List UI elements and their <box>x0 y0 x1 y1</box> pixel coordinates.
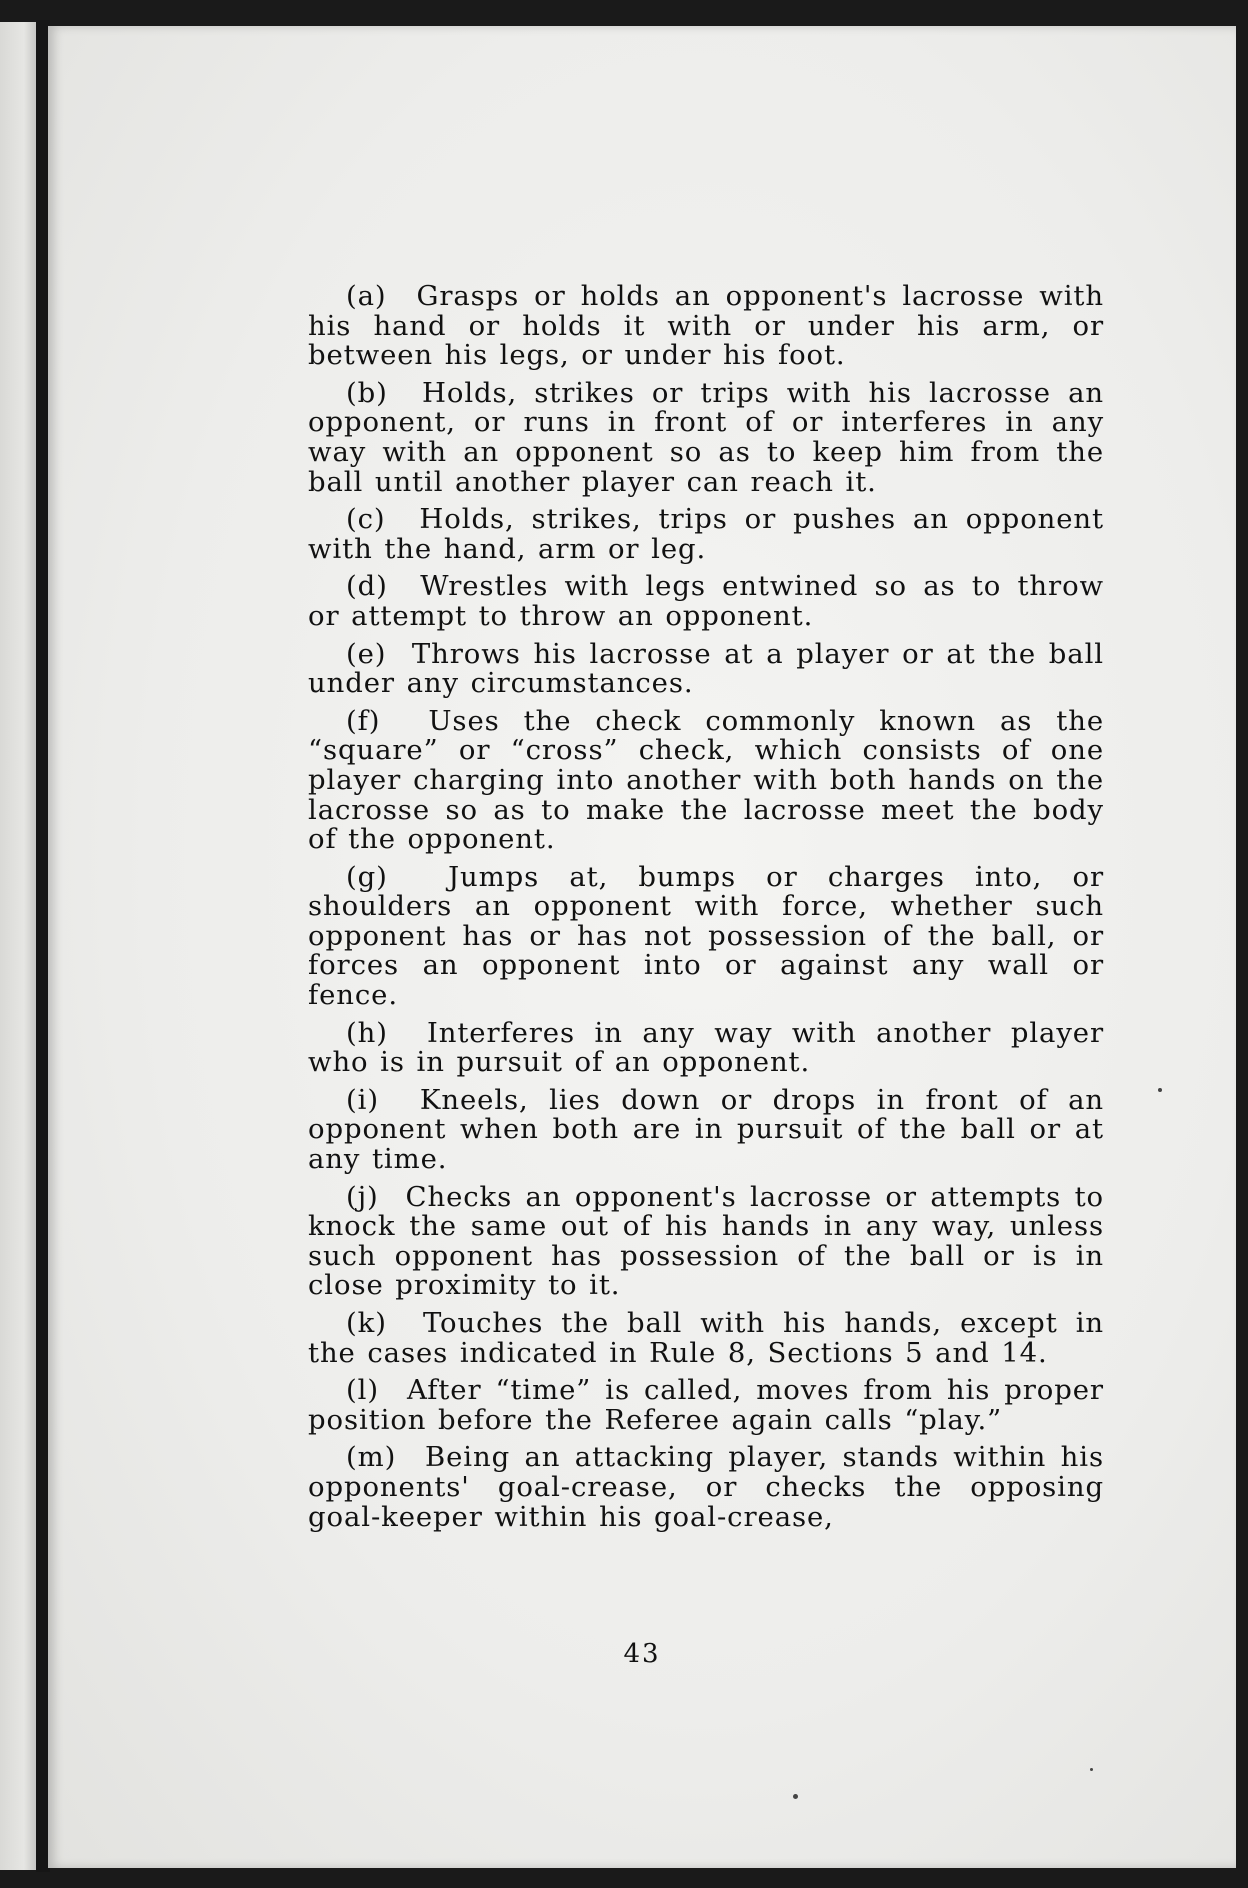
page <box>48 26 1236 1868</box>
rule-label: (j) <box>346 1180 379 1213</box>
rule-j <box>308 1180 1104 1302</box>
rule-text: Uses the check commonly known as the “square” or “cross” check, which consists of one player charging into another with both hands on the lacrosse so as to make the lacrosse meet the body of the opponent. <box>308 704 1104 856</box>
rule-m <box>308 1443 1104 1532</box>
paper-speck <box>1158 1088 1162 1092</box>
rule-a <box>308 282 1104 371</box>
rule-label: (l) <box>346 1374 379 1407</box>
rule-label: (d) <box>346 570 388 603</box>
rule-text: Wrestles with legs entwined so as to throw or attempt to throw an opponent. <box>308 570 1104 632</box>
rule-k <box>308 1309 1104 1368</box>
rule-l <box>308 1376 1104 1435</box>
rule-g <box>308 860 1104 1012</box>
rule-text: Interferes in any way with another player who is in pursuit of an opponent. <box>308 1016 1104 1079</box>
rule-label: (a) <box>346 280 387 312</box>
rule-text: Holds, strikes or trips with his lacrosse an opponent, or runs in front of or interferes in any way with an opponent so as to keep him from the ball until another player can reach it. <box>308 376 1104 498</box>
rule-text: Grasps or holds an opponent's lacrosse with his hand or holds it with or under his arm, or between his legs, or under his foot. <box>308 280 1104 372</box>
rule-label: (c) <box>346 503 386 536</box>
rule-d <box>308 572 1104 631</box>
rule-label: (i) <box>346 1083 379 1116</box>
rule-c <box>308 505 1104 564</box>
rule-h <box>308 1016 1104 1079</box>
rule-label: (b) <box>346 376 388 409</box>
rule-label: (e) <box>346 637 387 670</box>
paper-speck <box>793 1794 798 1799</box>
rule-label: (m) <box>346 1441 397 1474</box>
rule-text: Kneels, lies down or drops in front of an opponent when both are in pursuit of the ball or at any time. <box>308 1083 1104 1176</box>
rule-text: Checks an opponent's lacrosse or attempts to knock the same out of his hands in any way, unless such opponent has possession of the ball or is in close proximity to it. <box>308 1180 1104 1302</box>
rule-text: After “time” is called, moves from his proper position before the Referee again calls “play.” <box>308 1374 1104 1436</box>
rule-e <box>308 637 1104 700</box>
rule-text: Being an attacking player, stands within his opponents' goal-crease, or checks the opposing goal-keeper within his goal-crease, <box>308 1441 1104 1533</box>
rules-text-block <box>308 282 1104 1540</box>
rule-label: (k) <box>346 1307 387 1339</box>
rule-text: Holds, strikes, trips or pushes an opponent with the hand, arm or leg. <box>308 503 1104 565</box>
rule-text: Throws his lacrosse at a player or at the ball under any circumstances. <box>308 637 1104 700</box>
rule-f <box>308 704 1104 856</box>
rule-label: (g) <box>346 860 388 893</box>
rule-label: (h) <box>346 1016 388 1049</box>
paper-speck <box>1090 1768 1093 1771</box>
rule-label: (f) <box>346 704 381 737</box>
rule-i <box>308 1083 1104 1176</box>
page-number: 43 <box>623 1639 661 1669</box>
rule-text: Jumps at, bumps or charges into, or shoulders an opponent with force, whether such opponent has or has not possession of the ball, or forces an opponent into or against any wall or fence. <box>308 860 1104 1012</box>
rule-b <box>308 376 1104 498</box>
rule-text: Touches the ball with his hands, except in the cases indicated in Rule 8, Sections 5 and 14. <box>308 1307 1104 1369</box>
facing-page-edge <box>0 22 40 1870</box>
